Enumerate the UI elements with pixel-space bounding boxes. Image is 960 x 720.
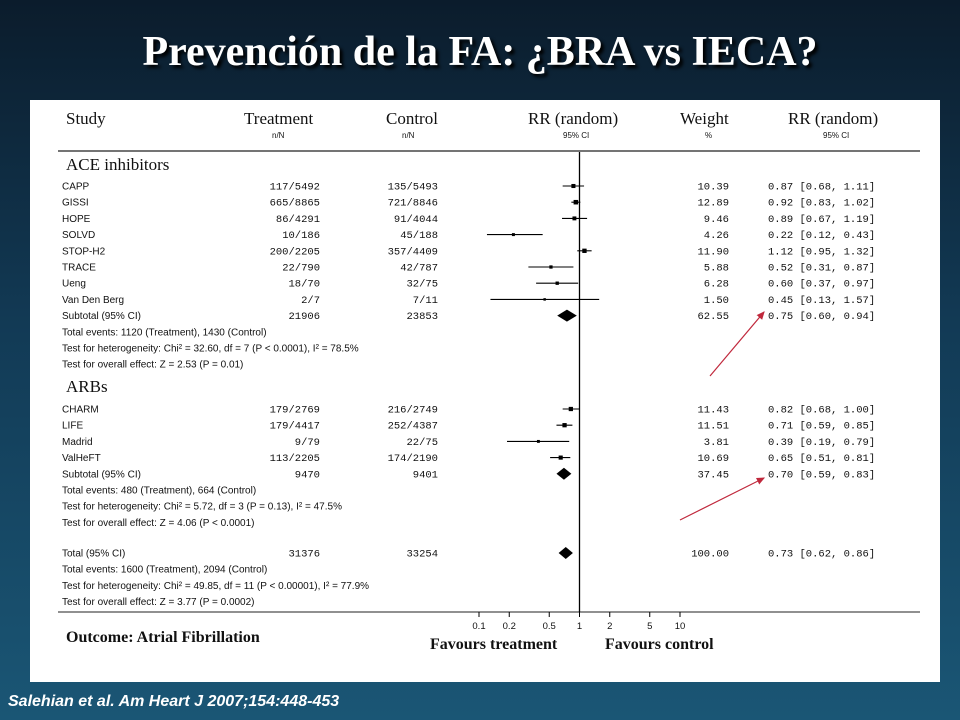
subtotal-row-arb-label: Subtotal (95% CI) — [62, 469, 141, 481]
study-row-hope-label: HOPE — [62, 213, 91, 225]
study-row-gissi-control: 721/8846 — [387, 197, 438, 210]
total-row-label: Total (95% CI) — [62, 548, 126, 560]
study-row-hope-weight: 9.46 — [703, 213, 729, 226]
forest-plot-panel — [30, 100, 940, 682]
subtotal-row-ace-diamond — [557, 310, 577, 322]
study-row-solvd-control: 45/188 — [400, 230, 438, 243]
stats-note-6: Total events: 1600 (Treatment), 2094 (Control) — [62, 564, 268, 576]
stats-note-1: Test for heterogeneity: Chi² = 32.60, df = 7 (P < 0.0001), I² = 78.5% — [62, 343, 359, 355]
x-tick-label-0.5: 0.5 — [542, 621, 556, 632]
header-rr2-sub: 95% CI — [823, 131, 850, 140]
study-row-solvd-ci: 0.22 [0.12, 0.43] — [768, 230, 876, 243]
stats-note-8: Test for overall effect: Z = 3.77 (P = 0.0002) — [62, 597, 255, 609]
study-row-hope-point — [572, 216, 576, 220]
favours-treatment-label: Favours treatment — [430, 636, 558, 653]
favours-control-label: Favours control — [605, 636, 714, 653]
study-row-van-den-berg-treatment: 2/7 — [301, 294, 320, 307]
study-row-capp-label: CAPP — [62, 181, 90, 193]
study-row-stop-h2-treatment: 200/2205 — [269, 246, 320, 259]
study-row-trace-control: 42/787 — [400, 262, 438, 275]
study-row-hope-treatment: 86/4291 — [275, 213, 320, 226]
study-row-ueng-weight: 6.28 — [703, 278, 729, 291]
header-weight: Weight — [680, 109, 729, 128]
outcome-label: Outcome: Atrial Fibrillation — [66, 629, 260, 646]
forest-rows — [62, 182, 875, 609]
study-row-stop-h2-point — [582, 249, 586, 253]
study-row-solvd-weight: 4.26 — [703, 230, 729, 243]
subtotal-row-ace-treatment: 21906 — [288, 311, 320, 324]
study-row-trace-point — [549, 265, 552, 268]
study-row-madrid-label: Madrid — [62, 436, 93, 448]
study-row-van-den-berg-label: Van Den Berg — [62, 294, 125, 306]
study-row-life-point — [562, 423, 566, 427]
study-row-capp-control: 135/5493 — [387, 181, 438, 194]
citation: Salehian et al. Am Heart J 2007;154:448-453 — [8, 693, 340, 710]
header-control: Control — [386, 109, 438, 128]
total-row-treatment: 31376 — [288, 548, 320, 561]
x-tick-label-10: 10 — [674, 621, 686, 632]
header-rr2: RR (random) — [788, 109, 879, 128]
x-tick-label-0.2: 0.2 — [502, 621, 516, 632]
study-row-madrid-weight: 3.81 — [703, 436, 729, 449]
subtotal-row-ace-weight: 62.55 — [697, 311, 729, 324]
study-row-charm-weight: 11.43 — [697, 404, 729, 417]
study-row-valheft-control: 174/2190 — [387, 453, 438, 466]
study-row-van-den-berg-ci: 0.45 [0.13, 1.57] — [768, 294, 876, 307]
header-rr: RR (random) — [528, 109, 619, 128]
study-row-capp-treatment: 117/5492 — [269, 181, 320, 194]
study-row-valheft-point — [559, 456, 563, 460]
header-treatment: Treatment — [244, 109, 314, 128]
group-arb-heading: ARBs — [66, 377, 108, 396]
study-row-trace-label: TRACE — [62, 262, 96, 274]
study-row-ueng-control: 32/75 — [406, 278, 438, 291]
study-row-valheft-weight: 10.69 — [697, 453, 729, 466]
study-row-charm-control: 216/2749 — [387, 404, 438, 417]
subtotal-row-ace-ci: 0.75 [0.60, 0.94] — [768, 311, 876, 324]
study-row-solvd-treatment: 10/186 — [282, 230, 320, 243]
study-row-life-label: LIFE — [62, 420, 84, 432]
study-row-gissi-weight: 12.89 — [697, 197, 729, 210]
header-weight-sub: % — [705, 131, 713, 140]
study-row-life-treatment: 179/4417 — [269, 420, 320, 433]
study-row-life-weight: 11.51 — [697, 420, 729, 433]
header-study: Study — [66, 109, 106, 128]
study-row-trace-weight: 5.88 — [703, 262, 729, 275]
study-row-solvd-label: SOLVD — [62, 230, 96, 242]
study-row-madrid-ci: 0.39 [0.19, 0.79] — [768, 436, 876, 449]
study-row-valheft-treatment: 113/2205 — [269, 453, 320, 466]
stats-note-3: Total events: 480 (Treatment), 664 (Control) — [62, 485, 257, 497]
subtotal-row-arb-weight: 37.45 — [697, 469, 729, 482]
study-row-ueng-ci: 0.60 [0.37, 0.97] — [768, 278, 876, 291]
study-row-solvd-point — [512, 233, 515, 236]
study-row-van-den-berg-control: 7/11 — [412, 294, 438, 307]
study-row-charm-point — [569, 407, 573, 411]
study-row-charm-ci: 0.82 [0.68, 1.00] — [768, 404, 876, 417]
study-row-capp-point — [571, 184, 575, 188]
study-row-trace-ci: 0.52 [0.31, 0.87] — [768, 262, 876, 275]
study-row-van-den-berg-weight: 1.50 — [703, 294, 729, 307]
x-tick-label-0.1: 0.1 — [472, 621, 486, 632]
stats-note-7: Test for heterogeneity: Chi² = 49.85, df = 11 (P < 0.00001), I² = 77.9% — [62, 580, 370, 592]
study-row-capp-ci: 0.87 [0.68, 1.11] — [768, 181, 876, 194]
study-row-valheft-ci: 0.65 [0.51, 0.81] — [768, 453, 876, 466]
x-tick-label-2: 2 — [607, 621, 613, 632]
subtotal-row-arb-control: 9401 — [412, 469, 438, 482]
subtotal-row-ace-label: Subtotal (95% CI) — [62, 311, 141, 323]
stats-note-2: Test for overall effect: Z = 2.53 (P = 0.01) — [62, 359, 244, 371]
header-rr-sub: 95% CI — [563, 131, 590, 140]
annotation-arrow-arb — [680, 478, 764, 520]
header-control-sub: n/N — [402, 131, 415, 140]
study-row-gissi-treatment: 665/8865 — [269, 197, 320, 210]
study-row-hope-control: 91/4044 — [393, 213, 438, 226]
study-row-hope-ci: 0.89 [0.67, 1.19] — [768, 213, 876, 226]
total-row-control: 33254 — [406, 548, 438, 561]
study-row-trace-treatment: 22/790 — [282, 262, 320, 275]
forest-axis — [472, 152, 685, 632]
study-row-madrid-control: 22/75 — [406, 436, 438, 449]
study-row-gissi-point — [574, 200, 579, 205]
total-row-weight: 100.00 — [691, 548, 729, 561]
slide-title: Prevención de la FA: ¿BRA vs IECA? — [142, 29, 818, 75]
subtotal-row-arb-treatment: 9470 — [294, 469, 320, 482]
subtotal-row-ace-control: 23853 — [406, 311, 438, 324]
group-ace-heading: ACE inhibitors — [66, 155, 170, 174]
study-row-madrid-point — [537, 440, 540, 443]
study-row-stop-h2-control: 357/4409 — [387, 246, 438, 259]
stats-note-4: Test for heterogeneity: Chi² = 5.72, df = 3 (P = 0.13), I² = 47.5% — [62, 501, 342, 513]
forest-plot-svg — [30, 100, 940, 682]
study-row-ueng-point — [556, 282, 559, 285]
stats-note-5: Test for overall effect: Z = 4.06 (P < 0.0001) — [62, 517, 255, 529]
study-row-stop-h2-ci: 1.12 [0.95, 1.32] — [768, 246, 876, 259]
study-row-life-ci: 0.71 [0.59, 0.85] — [768, 420, 876, 433]
header-treatment-sub: n/N — [272, 131, 285, 140]
study-row-life-control: 252/4387 — [387, 420, 438, 433]
study-row-charm-label: CHARM — [62, 404, 99, 416]
study-row-charm-treatment: 179/2769 — [269, 404, 320, 417]
subtotal-row-arb-ci: 0.70 [0.59, 0.83] — [768, 469, 876, 482]
total-row-ci: 0.73 [0.62, 0.86] — [768, 548, 876, 561]
study-row-gissi-label: GISSI — [62, 197, 89, 209]
study-row-valheft-label: ValHeFT — [62, 453, 101, 465]
x-tick-label-5: 5 — [647, 621, 653, 632]
study-row-madrid-treatment: 9/79 — [294, 436, 320, 449]
study-row-van-den-berg-point — [543, 298, 545, 300]
study-row-gissi-ci: 0.92 [0.83, 1.02] — [768, 197, 876, 210]
study-row-stop-h2-weight: 11.90 — [697, 246, 729, 259]
study-row-stop-h2-label: STOP-H2 — [62, 246, 106, 258]
subtotal-row-arb-diamond — [556, 468, 571, 480]
study-row-capp-weight: 10.39 — [697, 181, 729, 194]
x-tick-label-1: 1 — [576, 621, 583, 632]
total-row-diamond — [559, 547, 573, 559]
study-row-ueng-label: Ueng — [62, 278, 86, 290]
study-row-ueng-treatment: 18/70 — [288, 278, 320, 291]
stats-note-0: Total events: 1120 (Treatment), 1430 (Control) — [62, 327, 267, 339]
